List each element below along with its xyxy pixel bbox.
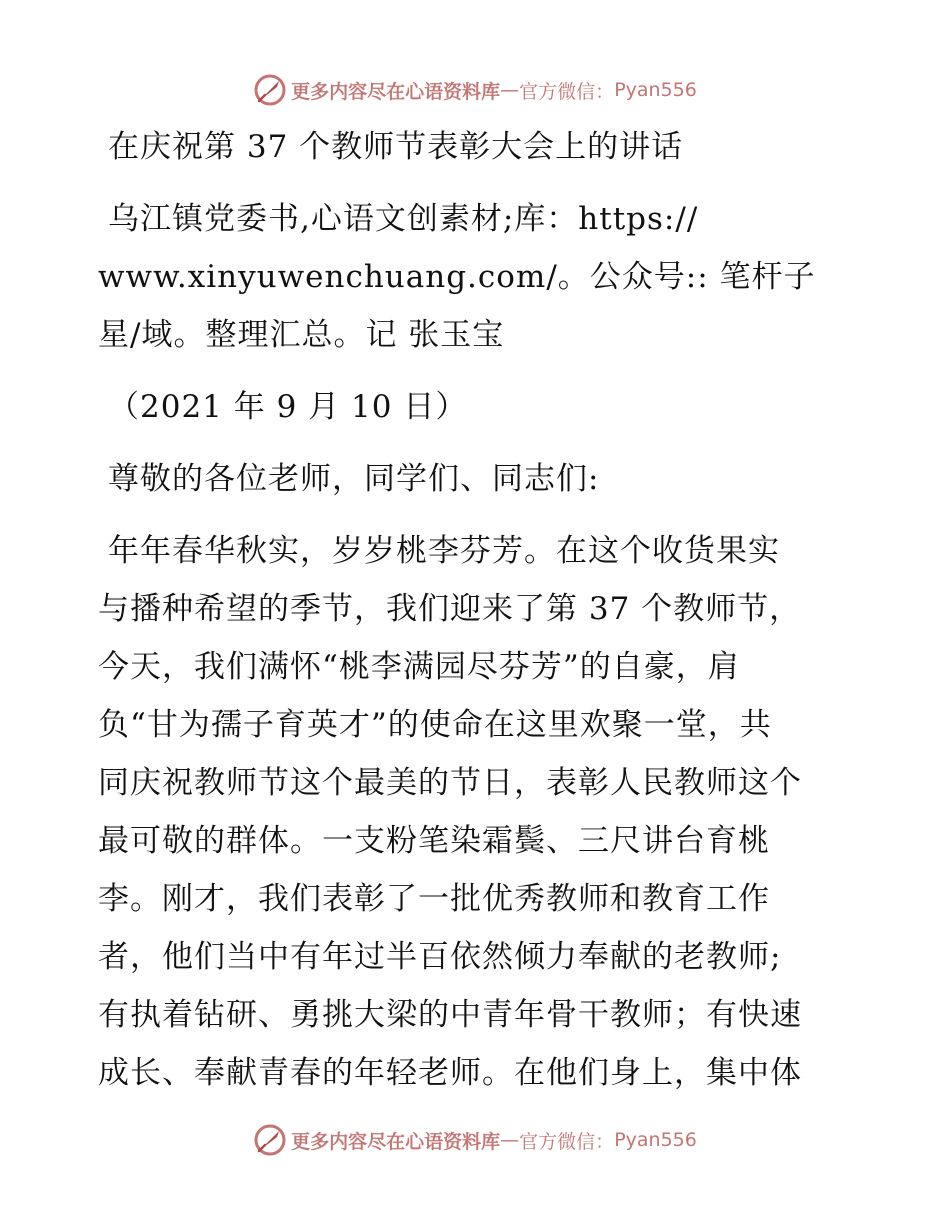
banner-contact-label: 官方微信：	[519, 1130, 615, 1153]
banner-separator: —	[500, 1129, 520, 1151]
banner-contact-id: Pyan556	[614, 79, 697, 101]
body-line: 李。刚才，我们表彰了一批优秀教师和教育工作	[98, 881, 770, 917]
body-line: 有执着钻研、勇挑大梁的中青年骨干教师；有快速	[98, 997, 802, 1033]
document-title: 在庆祝第 37 个教师节表彰大会上的讲话	[108, 129, 684, 165]
body-line: 今天，我们满怀“桃李满园尽芬芳”的自豪，肩	[98, 649, 740, 685]
banner-site-name: 更多内容尽在心语资料库	[291, 80, 501, 103]
body-line: 者，他们当中有年过半百依然倾力奉献的老教师;	[98, 939, 782, 975]
header-banner-inner	[253, 73, 697, 107]
document-content	[98, 118, 858, 1102]
body-line: 与播种希望的季节，我们迎来了第 37 个教师节，	[98, 591, 802, 627]
banner-contact-label: 官方微信：	[519, 80, 615, 103]
body-line: 年年春华秋实，岁岁桃李芬芳。在这个收货果实	[108, 533, 780, 569]
quill-pen-logo-icon	[253, 73, 287, 107]
banner-separator: —	[500, 79, 520, 101]
author-line: 星/域。整理汇总。记 张玉宝	[98, 317, 505, 353]
banner-contact-id: Pyan556	[614, 1129, 697, 1151]
spacer	[98, 176, 858, 190]
spacer	[98, 436, 858, 450]
body-line: 成长、奉献青春的年轻老师。在他们身上，集中体	[98, 1055, 802, 1091]
author-line: 乌江镇党委书,心语文创素材;库：https://	[108, 201, 699, 237]
quill-pen-logo-icon	[253, 1123, 287, 1157]
body-line: 负“甘为孺子育英才”的使命在这里欢聚一堂，共	[98, 707, 772, 743]
footer-banner	[0, 1120, 950, 1160]
salutation: 尊敬的各位老师，同学们、同志们:	[108, 461, 600, 497]
footer-banner-inner	[253, 1123, 697, 1157]
header-banner	[0, 70, 950, 110]
banner-site-name: 更多内容尽在心语资料库	[291, 1130, 501, 1153]
body-line: 同庆祝教师节这个最美的节日，表彰人民教师这个	[98, 765, 802, 801]
speech-date: （2021 年 9 月 10 日）	[108, 389, 468, 425]
author-line: www.xinyuwenchuang.com/。公众号:: 笔杆子	[98, 259, 816, 295]
spacer	[98, 508, 858, 522]
spacer	[98, 364, 858, 378]
body-line: 最可敬的群体。一支粉笔染霜鬓、三尺讲台育桃	[98, 823, 770, 859]
